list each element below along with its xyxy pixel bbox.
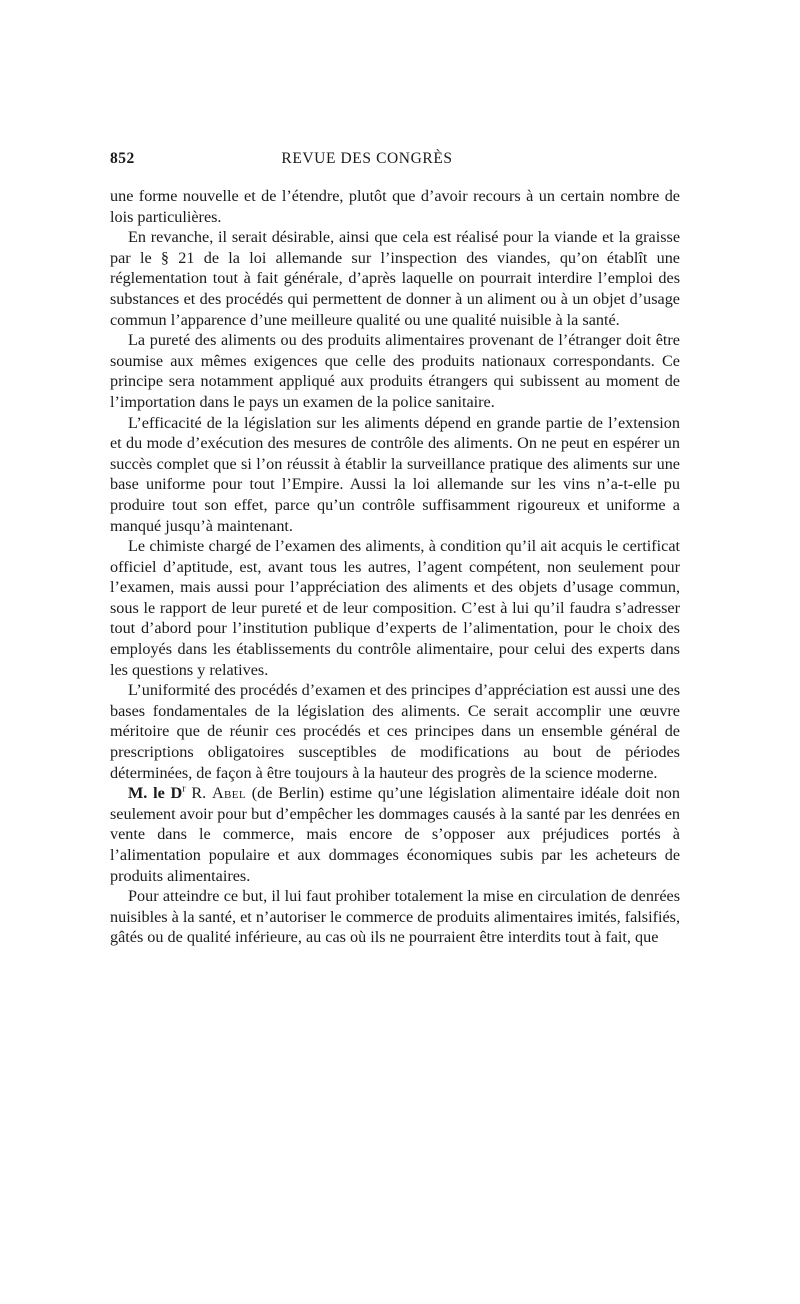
paragraph-control-efficacy: L’efficacité de la législation sur les aliments dépend en grande partie de l’extension et du mode d’exécution des mesures de contrôle des aliments. On ne peut en espérer un succès complet que si l’on réussit à établir la surveillance pratique des aliments sur une base uniforme pour tout l’Empire. Aussi la loi allemande sur les vins n’a-t-elle pu produire tout son effet, parce qu’un contrôle suffisamment rigoureux et uniforme a manqué jusqu’à maintenant. <box>110 413 680 535</box>
running-head <box>110 150 680 180</box>
speaker-initial: R. <box>185 784 212 803</box>
page-number: 852 <box>110 150 135 167</box>
paragraph-continuation: une forme nouvelle et de l’étendre, plutôt que d’avoir recours à un certain nombre de lois particulières. <box>110 187 680 226</box>
paragraph-uniformity: L’uniformité des procédés d’examen et des principes d’appréciation est aussi une des bases fondamentales de la législation des aliments. Ce serait accomplir une œuvre méritoire que de réunir ces procédés et ces principes dans un ensemble général de prescriptions obligatoires susceptibles de modifications au bout de périodes déterminées, de façon à être toujours à la hauteur des progrès de la science moderne. <box>110 681 680 782</box>
paragraph-chemist: Le chimiste chargé de l’examen des aliments, à condition qu’il ait acquis le certificat officiel d’aptitude, est, avant tous les autres, l’agent compétent, non seulement pour l’examen, mais aussi pour l’appréciation des aliments et des objets d’usage commun, sous le rapport de leur pureté et de leur composition. C’est à lui qu’il faudra s’adresser tout d’abord pour l’institution publique d’experts de l’alimentation, pour le choix des employés dans les établissements du contrôle alimentaire, pour celui des experts dans les questions y relatives. <box>110 537 680 679</box>
body-text <box>110 186 680 948</box>
paragraph-foreign-products: La pureté des aliments ou des produits alimentaires provenant de l’étranger doit être soumise aux mêmes exigences que celle des produits nationaux correspondants. Ce principe sera notamment appliqué aux produits étrangers qui subissent au moment de l’importation dans le pays un examen de la police sanitaire. <box>110 331 680 411</box>
speaker-name: Abel <box>211 784 247 803</box>
speaker-title-sup: r <box>182 783 186 795</box>
running-title: REVUE DES CONGRÈS <box>281 150 453 167</box>
abel-text: (de Berlin) estime qu’une législation alimentaire idéale doit non seulement avoir pour but d’empêcher les dommages causés à la santé par les denrées en vente dans le commerce, mais encore de s’opposer aux préjudices portés à l’alimentation populaire et aux dommages économiques subis par les acheteurs de produits alimentaires. <box>110 784 680 885</box>
paragraph-prohibition: Pour atteindre ce but, il lui faut prohiber totalement la mise en circulation de denrées nuisibles à la santé, et n’autoriser le commerce de produits alimentaires imités, falsifiés, gâtés ou de qualité inférieure, au cas où ils ne pourraient être interdits tout à fait, que <box>110 887 680 947</box>
speaker-prefix: M. le D <box>128 784 183 803</box>
book-page <box>110 150 680 948</box>
paragraph-abel <box>110 783 680 886</box>
paragraph-meat-regulation: En revanche, il serait désirable, ainsi que cela est réalisé pour la viande et la graisse par le § 21 de la loi allemande sur l’inspection des viandes, qu’on établît une réglementation tout à fait générale, d’après laquelle on pourrait interdire l’emploi des substances et des procédés qui permettent de donner à un aliment ou à un objet d’usage commun l’apparence d’une meilleure qualité ou une qualité nuisible à la santé. <box>110 228 680 329</box>
